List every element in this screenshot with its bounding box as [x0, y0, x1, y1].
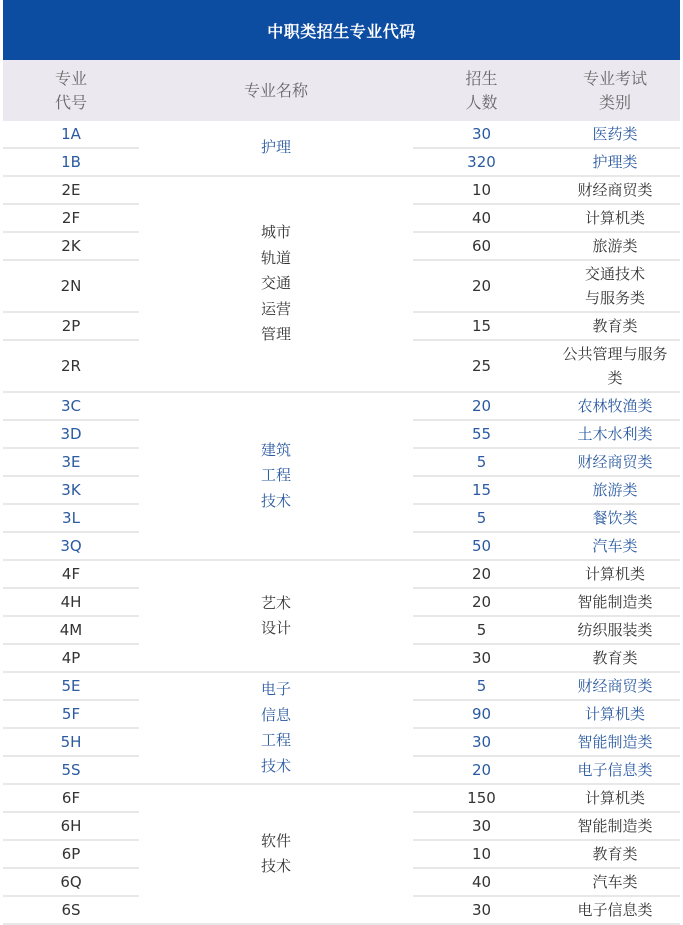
enrollment-count-cell: 20 [413, 393, 550, 421]
exam-category-cell [550, 505, 680, 533]
header-count-line2: 人数 [465, 92, 498, 112]
major-name-cell [139, 785, 413, 925]
major-name-line: 管理 [260, 325, 291, 344]
enrollment-count-cell: 40 [413, 869, 550, 897]
exam-category-line: 汽车类 [592, 873, 638, 891]
exam-category-cell [550, 421, 680, 449]
enrollment-count-cell: 5 [413, 505, 550, 533]
exam-category-cell [550, 313, 680, 341]
exam-category-line: 公共管理与服务 [562, 345, 668, 363]
enrollment-count-cell: 30 [413, 813, 550, 841]
enrollment-count-cell: 15 [413, 477, 550, 505]
exam-category-line: 农林牧渔类 [577, 397, 653, 415]
exam-category-line: 教育类 [592, 845, 638, 863]
exam-category-cell [550, 757, 680, 785]
exam-category-cell [550, 341, 680, 393]
header-code-line1: 专业 [54, 68, 87, 88]
enrollment-count-cell: 30 [413, 645, 550, 673]
major-name-line: 技术 [260, 756, 291, 775]
major-code-cell: 4P [3, 645, 139, 673]
enrollment-count-cell: 40 [413, 205, 550, 233]
exam-category-cell [550, 261, 680, 313]
major-name-line: 运营 [260, 299, 291, 318]
major-name-line: 交通 [260, 274, 291, 293]
header-category-line2: 类别 [598, 92, 631, 112]
major-code-cell: 4H [3, 589, 139, 617]
major-name-cell [139, 561, 413, 673]
admissions-table-container [3, 0, 680, 925]
header-count-line1: 招生 [465, 68, 498, 88]
exam-category-cell [550, 533, 680, 561]
exam-category-line: 计算机类 [584, 789, 645, 807]
major-name-line: 电子 [260, 680, 291, 698]
major-code-cell: 5H [3, 729, 139, 757]
enrollment-count-cell: 20 [413, 261, 550, 313]
exam-category-line: 旅游类 [592, 481, 638, 499]
exam-category-cell [550, 729, 680, 757]
exam-category-line: 电子信息类 [577, 901, 653, 919]
major-name-line: 工程 [260, 731, 291, 749]
major-code-cell: 1B [3, 149, 139, 177]
enrollment-count-cell: 60 [413, 233, 550, 261]
header-code-line2: 代号 [54, 92, 87, 112]
major-code-cell: 2E [3, 177, 139, 205]
exam-category-line: 与服务类 [584, 289, 645, 307]
header-code [3, 60, 139, 121]
exam-category-cell [550, 561, 680, 589]
exam-category-line: 智能制造类 [577, 733, 653, 751]
major-code-cell: 3C [3, 393, 139, 421]
major-name-cell [139, 393, 413, 561]
exam-category-cell [550, 701, 680, 729]
exam-category-cell [550, 393, 680, 421]
enrollment-count-cell: 5 [413, 673, 550, 701]
enrollment-count-cell: 10 [413, 177, 550, 205]
exam-category-line: 计算机类 [584, 565, 645, 583]
exam-category-line: 财经商贸类 [577, 181, 653, 199]
exam-category-line: 汽车类 [592, 537, 638, 555]
exam-category-cell [550, 477, 680, 505]
major-code-cell: 3K [3, 477, 139, 505]
major-name-cell [139, 121, 413, 177]
major-code-cell: 2F [3, 205, 139, 233]
major-code-cell: 2K [3, 233, 139, 261]
table-row [3, 561, 680, 589]
exam-category-cell [550, 177, 680, 205]
table-row [3, 785, 680, 813]
exam-category-cell [550, 449, 680, 477]
enrollment-count-cell: 10 [413, 841, 550, 869]
enrollment-count-cell: 320 [413, 149, 550, 177]
exam-category-cell [550, 673, 680, 701]
exam-category-line: 财经商贸类 [577, 677, 653, 695]
enrollment-count-cell: 30 [413, 897, 550, 925]
header-category [550, 60, 680, 121]
major-code-cell: 1A [3, 121, 139, 149]
table-title: 中职类招生专业代码 [3, 0, 680, 60]
major-code-cell: 3L [3, 505, 139, 533]
major-code-cell: 4F [3, 561, 139, 589]
exam-category-line: 餐饮类 [592, 509, 638, 527]
exam-category-line: 教育类 [592, 317, 638, 335]
enrollment-count-cell: 5 [413, 617, 550, 645]
major-code-cell: 2P [3, 313, 139, 341]
enrollment-count-cell: 20 [413, 589, 550, 617]
exam-category-line: 教育类 [592, 649, 638, 667]
major-name-line: 护理 [260, 138, 291, 157]
enrollment-count-cell: 50 [413, 533, 550, 561]
major-code-cell: 6F [3, 785, 139, 813]
exam-category-cell [550, 869, 680, 897]
enrollment-count-cell: 20 [413, 561, 550, 589]
enrollment-count-cell: 55 [413, 421, 550, 449]
exam-category-cell [550, 841, 680, 869]
table-row [3, 177, 680, 205]
exam-category-line: 护理类 [592, 153, 638, 171]
major-name-line: 艺术 [260, 593, 291, 612]
major-code-cell: 4M [3, 617, 139, 645]
major-name-line: 轨道 [260, 248, 291, 267]
exam-category-cell [550, 205, 680, 233]
exam-category-line: 旅游类 [592, 237, 638, 255]
exam-category-line: 智能制造类 [577, 593, 653, 611]
major-name-line: 技术 [260, 857, 291, 875]
exam-category-line: 纺织服装类 [577, 621, 653, 639]
enrollment-count-cell: 25 [413, 341, 550, 393]
major-code-cell: 3D [3, 421, 139, 449]
exam-category-line: 电子信息类 [577, 761, 653, 779]
exam-category-cell [550, 897, 680, 925]
header-count [413, 60, 550, 121]
major-name-line: 技术 [260, 491, 291, 510]
major-name-line: 工程 [260, 466, 291, 485]
major-name-line: 建筑 [260, 440, 291, 459]
major-code-cell: 3E [3, 449, 139, 477]
header-row [3, 60, 680, 121]
major-name-line: 信息 [260, 705, 291, 724]
major-code-cell: 3Q [3, 533, 139, 561]
major-code-cell: 2N [3, 261, 139, 313]
exam-category-cell [550, 785, 680, 813]
enrollment-count-cell: 30 [413, 121, 550, 149]
exam-category-line: 计算机类 [584, 209, 645, 227]
header-category-line1: 专业考试 [582, 68, 647, 88]
major-code-cell: 2R [3, 341, 139, 393]
major-code-cell: 6P [3, 841, 139, 869]
header-name: 专业名称 [139, 60, 413, 121]
major-codes-table [3, 60, 680, 925]
major-code-cell: 5S [3, 757, 139, 785]
exam-category-line: 医药类 [592, 125, 638, 143]
table-row [3, 673, 680, 701]
major-name-cell [139, 177, 413, 393]
major-name-line: 软件 [260, 831, 291, 850]
enrollment-count-cell: 5 [413, 449, 550, 477]
enrollment-count-cell: 20 [413, 757, 550, 785]
exam-category-line: 土木水利类 [577, 425, 653, 443]
table-row [3, 393, 680, 421]
major-name-cell [139, 673, 413, 785]
exam-category-line: 类 [607, 369, 623, 387]
enrollment-count-cell: 15 [413, 313, 550, 341]
enrollment-count-cell: 150 [413, 785, 550, 813]
major-name-line: 城市 [260, 223, 291, 242]
major-code-cell: 5E [3, 673, 139, 701]
table-row [3, 121, 680, 149]
major-code-cell: 6H [3, 813, 139, 841]
exam-category-cell [550, 617, 680, 645]
exam-category-cell [550, 233, 680, 261]
major-code-cell: 5F [3, 701, 139, 729]
exam-category-cell [550, 645, 680, 673]
enrollment-count-cell: 90 [413, 701, 550, 729]
exam-category-cell [550, 589, 680, 617]
exam-category-cell [550, 813, 680, 841]
exam-category-cell [550, 149, 680, 177]
table-body [3, 121, 680, 925]
major-code-cell: 6S [3, 897, 139, 925]
exam-category-line: 计算机类 [584, 705, 645, 723]
enrollment-count-cell: 30 [413, 729, 550, 757]
exam-category-line: 财经商贸类 [577, 453, 653, 471]
major-code-cell: 6Q [3, 869, 139, 897]
exam-category-line: 智能制造类 [577, 817, 653, 835]
major-name-line: 设计 [260, 619, 291, 637]
exam-category-line: 交通技术 [584, 265, 645, 283]
exam-category-cell [550, 121, 680, 149]
